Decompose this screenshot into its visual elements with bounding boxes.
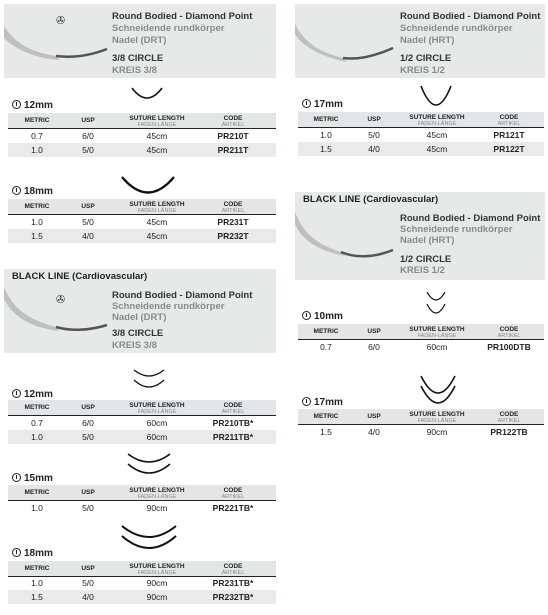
col-usp: USP bbox=[367, 116, 381, 123]
needle-curve-icon bbox=[424, 290, 448, 320]
needle-type-de: Nadel (HRT) bbox=[400, 35, 455, 46]
spec-table bbox=[298, 112, 544, 154]
table-row: 1.5 4/0 90cm PR122TB bbox=[320, 427, 528, 437]
col-suture: SUTURE LENGTH FADEN-LÄNGE bbox=[409, 411, 465, 424]
col-metric: METRIC bbox=[24, 117, 50, 124]
col-metric: METRIC bbox=[313, 413, 339, 420]
col-suture: SUTURE LENGTH FADEN-LÄNGE bbox=[129, 201, 185, 214]
section-title: BLACK LINE (Cardiovascular) bbox=[4, 269, 276, 285]
col-code: CODE ARTIKEL bbox=[497, 114, 521, 127]
table-row: 0.7 6/0 60cm PR100DTB bbox=[320, 342, 531, 352]
needle-circle: 1/2 CIRCLE bbox=[400, 53, 452, 64]
needle-curve-icon bbox=[418, 374, 458, 408]
col-metric: METRIC bbox=[313, 116, 339, 123]
needle-curve-icon bbox=[132, 368, 166, 392]
needle-icon bbox=[295, 208, 395, 280]
size-label: 12mm bbox=[12, 100, 53, 111]
needle-curve-icon bbox=[126, 452, 172, 478]
needle-circle: 3/8 CIRCLE bbox=[112, 53, 164, 64]
col-suture: SUTURE LENGTH FADEN-LÄNGE bbox=[129, 487, 185, 500]
size-label: 10mm bbox=[302, 311, 343, 322]
needle-name: Round Bodied - Diamond Point bbox=[112, 290, 253, 301]
col-usp: USP bbox=[81, 404, 95, 411]
needle-point-symbol: ✇ bbox=[56, 294, 66, 306]
size-label: 15mm bbox=[12, 473, 53, 484]
table-row: 1.5 4/0 45cm PR232T bbox=[8, 229, 276, 243]
needle-size-icon bbox=[12, 186, 21, 195]
col-code: CODE ARTIKEL bbox=[221, 115, 245, 128]
needle-name: Round Bodied - Diamond Point bbox=[400, 213, 541, 224]
col-code: CODE ARTIKEL bbox=[221, 201, 245, 214]
needle-circle: 1/2 CIRCLE bbox=[400, 254, 452, 265]
product-header-hrt-black bbox=[295, 208, 545, 280]
col-metric: METRIC bbox=[24, 404, 50, 411]
table-row: 1.0 5/0 90cm PR231TB* bbox=[31, 578, 254, 588]
needle-curve-icon bbox=[120, 174, 176, 196]
needle-curve-icon bbox=[120, 524, 178, 554]
col-metric: METRIC bbox=[313, 328, 339, 335]
size-label: 17mm bbox=[302, 397, 343, 408]
col-code: CODE ARTIKEL bbox=[221, 402, 245, 415]
needle-size-icon bbox=[302, 311, 311, 320]
table-row: 1.5 4/0 45cm PR122T bbox=[298, 142, 544, 156]
col-code: CODE ARTIKEL bbox=[221, 563, 245, 576]
needle-size-icon bbox=[12, 548, 21, 557]
needle-size-icon bbox=[302, 397, 311, 406]
col-metric: METRIC bbox=[24, 489, 50, 496]
col-usp: USP bbox=[367, 328, 381, 335]
needle-icon bbox=[295, 4, 395, 78]
col-code: CODE ARTIKEL bbox=[497, 326, 521, 339]
needle-curve-icon bbox=[418, 84, 454, 108]
spec-table bbox=[8, 561, 276, 602]
needle-circle-de: KREIS 3/8 bbox=[112, 65, 157, 76]
table-row: 1.0 5/0 45cm PR121T bbox=[320, 130, 525, 140]
needle-name-de: Schneidende rundkörper bbox=[400, 224, 513, 235]
col-suture: SUTURE LENGTH FADEN-LÄNGE bbox=[409, 326, 465, 339]
col-metric: METRIC bbox=[24, 203, 50, 210]
needle-circle-de: KREIS 3/8 bbox=[112, 340, 157, 351]
needle-circle-de: KREIS 1/2 bbox=[400, 265, 445, 276]
col-usp: USP bbox=[81, 489, 95, 496]
needle-point-symbol: ✇ bbox=[56, 15, 66, 27]
table-row: 0.7 6/0 60cm PR210TB* bbox=[31, 418, 254, 428]
col-usp: USP bbox=[367, 413, 381, 420]
needle-name-de: Schneidende rundkörper bbox=[112, 301, 225, 312]
col-usp: USP bbox=[81, 203, 95, 210]
table-row: 1.0 5/0 45cm PR231T bbox=[31, 217, 249, 227]
col-metric: METRIC bbox=[24, 565, 50, 572]
col-code: CODE ARTIKEL bbox=[497, 411, 521, 424]
col-suture: SUTURE LENGTH FADEN-LÄNGE bbox=[129, 563, 185, 576]
table-row: 1.0 5/0 45cm PR211T bbox=[8, 143, 276, 157]
spec-table bbox=[298, 324, 544, 352]
table-row: 0.7 6/0 45cm PR210T bbox=[31, 131, 249, 141]
product-header-drt bbox=[4, 4, 276, 78]
spec-table bbox=[8, 400, 276, 442]
spec-table bbox=[298, 409, 544, 437]
size-label: 17mm bbox=[302, 99, 343, 110]
needle-size-icon bbox=[302, 99, 311, 108]
table-row: 1.5 4/0 90cm PR232TB* bbox=[8, 590, 276, 604]
needle-curve-icon bbox=[130, 86, 164, 100]
table-row: 1.0 5/0 60cm PR211TB* bbox=[8, 430, 276, 444]
spec-table bbox=[8, 199, 276, 241]
spec-table bbox=[8, 485, 276, 513]
col-usp: USP bbox=[81, 117, 95, 124]
needle-size-icon bbox=[12, 100, 21, 109]
needle-type-de: Nadel (DRT) bbox=[112, 312, 167, 323]
needle-type-de: Nadel (HRT) bbox=[400, 235, 455, 246]
size-label: 12mm bbox=[12, 389, 53, 400]
col-suture: SUTURE LENGTH FADEN-LÄNGE bbox=[129, 115, 185, 128]
needle-name: Round Bodied - Diamond Point bbox=[400, 11, 541, 22]
product-header-drt-black bbox=[4, 285, 276, 353]
table-row: 1.0 5/0 90cm PR221TB* bbox=[31, 503, 254, 513]
size-label: 18mm bbox=[12, 548, 53, 559]
spec-table bbox=[8, 113, 276, 155]
needle-size-icon bbox=[12, 473, 21, 482]
needle-type-de: Nadel (DRT) bbox=[112, 35, 167, 46]
needle-name-de: Schneidende rundkörper bbox=[112, 23, 225, 34]
section-title: BLACK LINE (Cardiovascular) bbox=[295, 192, 545, 208]
needle-circle-de: KREIS 1/2 bbox=[400, 65, 445, 76]
col-suture: SUTURE LENGTH FADEN-LÄNGE bbox=[409, 114, 465, 127]
col-usp: USP bbox=[81, 565, 95, 572]
needle-name-de: Schneidende rundkörper bbox=[400, 23, 513, 34]
col-suture: SUTURE LENGTH FADEN-LÄNGE bbox=[129, 402, 185, 415]
needle-circle: 3/8 CIRCLE bbox=[112, 328, 164, 339]
needle-name: Round Bodied - Diamond Point bbox=[112, 11, 253, 22]
product-header-hrt bbox=[295, 4, 545, 78]
needle-size-icon bbox=[12, 389, 21, 398]
col-code: CODE ARTIKEL bbox=[221, 487, 245, 500]
size-label: 18mm bbox=[12, 186, 53, 197]
